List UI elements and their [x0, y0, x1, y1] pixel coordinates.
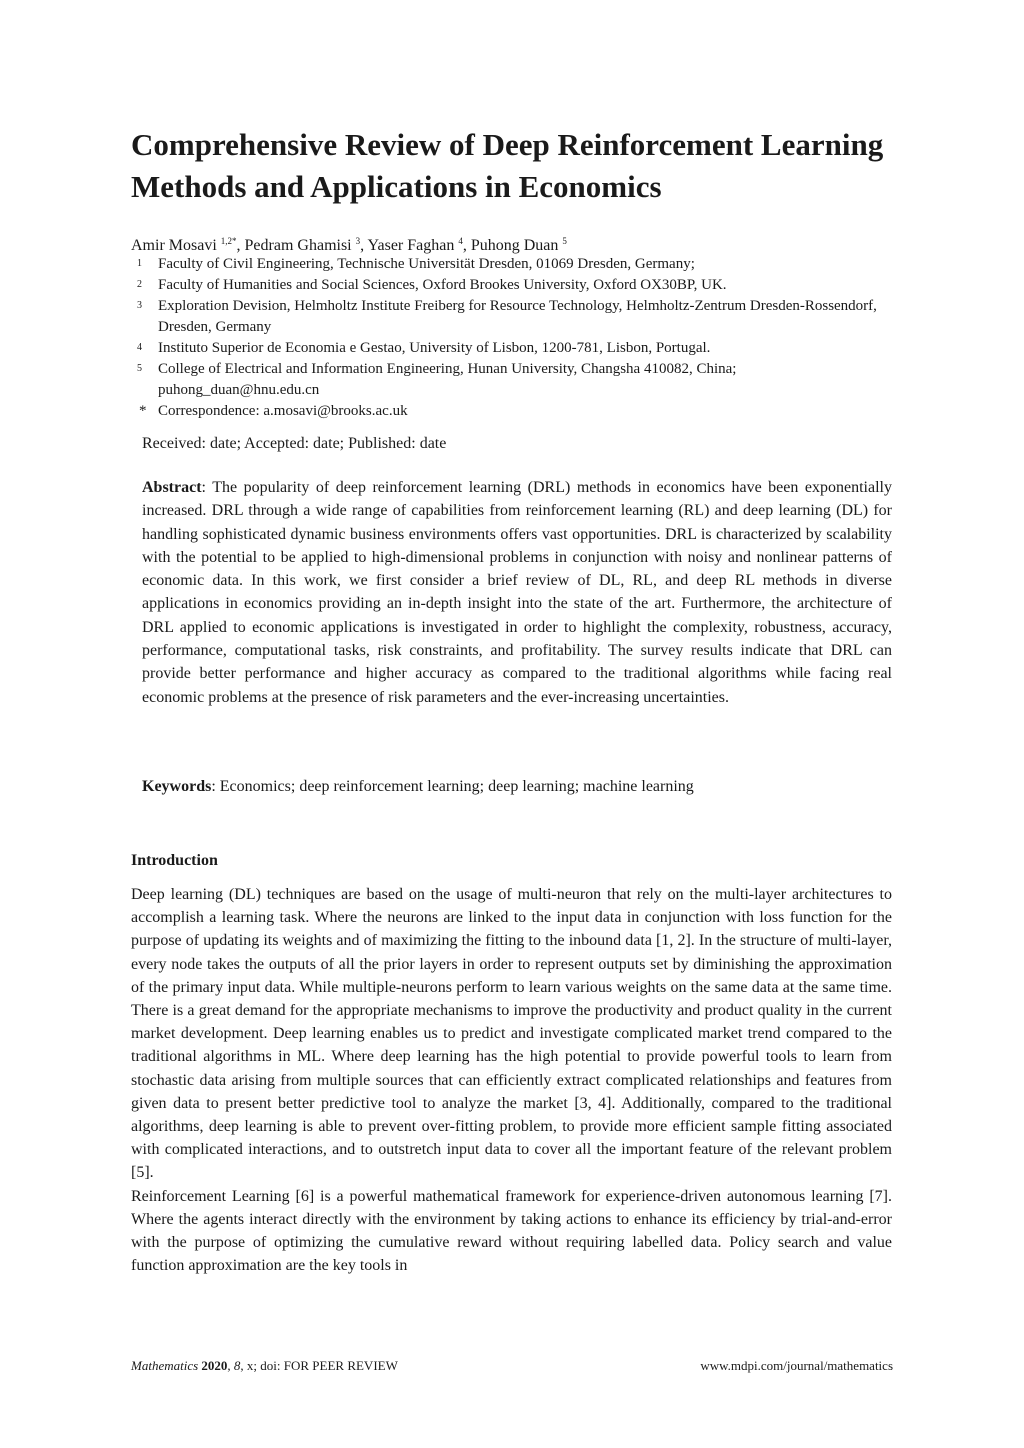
footer-citation: Mathematics 2020, 8, x; doi: FOR PEER REVIEW: [131, 1358, 398, 1373]
introduction-body: [131, 883, 892, 1277]
affiliation: 3 Exploration Devision, Helmholtz Institute Freiberg for Resource Technology, Helmholtz-Zentrum Dresden-Rossendorf, Dresden, Germany: [137, 298, 877, 335]
author-list: [131, 230, 911, 257]
section-heading-introduction: Introduction: [131, 852, 218, 869]
footer-journal-url[interactable]: www.mdpi.com/journal/mathematics: [700, 1358, 893, 1373]
keywords-text: : Economics; deep reinforcement learning; deep learning; machine learning: [211, 778, 694, 795]
paper-title: Comprehensive Review of Deep Reinforcement Learning Methods and Applications in Economics: [131, 127, 884, 204]
paragraph: Reinforcement Learning [6] is a powerful mathematical framework for experience-driven autonomous learning [7]. Where the agents interact directly with the environment by taking actions to enhance its efficiency by trial-and-error with the purpose of optimizing the cumulative reward without requiring labelled data. Policy search and value function approximation are the key tools in: [131, 1187, 892, 1275]
keywords-label: Keywords: [142, 778, 212, 795]
correspondence: * Correspondence: a.mosavi@brooks.ac.uk: [139, 403, 408, 419]
abstract: [142, 476, 892, 709]
author: Yaser Faghan $^4$,: [367, 236, 471, 254]
author: Amir Mosavi $^{1,2*}$,: [131, 236, 245, 254]
publication-dates: Received: date; Accepted: date; Published: date: [142, 435, 447, 452]
affiliation: 5 College of Electrical and Information Engineering, Hunan University, Changsha 410082, China; puhong_duan@hnu.edu.cn: [137, 361, 737, 398]
abstract-label: Abstract: [142, 479, 202, 496]
affiliation: 1 Faculty of Civil Engineering, Technische Universität Dresden, 01069 Dresden, Germany;: [137, 256, 695, 272]
paragraph: Deep learning (DL) techniques are based on the usage of multi-neuron that rely on the multi-layer architectures to accomplish a learning task. Where the neurons are linked to the input data in conjunction with loss function for the purpose of updating its weights and of maximizing the fitting to the inbound data [1, 2]. In the structure of multi-layer, every node takes the outputs of all the prior layers in order to represent outputs set by diminishing the approximation of the primary input data. While multiple-neurons perform to learn various weights on the same data at the same time. There is a great demand for the appropriate mechanisms to improve the productivity and product quality in the current market development. Deep learning enables us to predict and investigate complicated market trend compared to the traditional algorithms in ML. Where deep learning has the high potential to provide powerful tools to learn from stochastic data arising from multiple sources that can efficiently extract complicated relationships and features from given data to present better predictive tool to analyze the market [3, 4]. Additionally, compared to the traditional algorithms, deep learning is able to prevent over-fitting problem, to provide more efficient sample fitting associated with complicated interactions, and to outstretch input data to cover all the important feature of the relevant problem [5].: [131, 886, 892, 1182]
author: Puhong Duan $^5$: [470, 236, 567, 254]
author: Pedram Ghamisi $^3$,: [244, 236, 368, 254]
abstract-text: : The popularity of deep reinforcement learning (DRL) methods in economics have been exponentially increased. DRL through a wide range of capabilities from reinforcement learning (RL) and deep learning (DL) for handling sophisticated dynamic business environments offers vast opportunities. DRL is characterized by scalability with the potential to be applied to high-dimensional problems in conjunction with noisy and nonlinear patterns of economic data. In this work, we first consider a brief review of DL, RL, and deep RL methods in diverse applications in economics providing an in-depth insight into the state of the art. Furthermore, the architecture of DRL applied to economic applications is investigated in order to highlight the complexity, robustness, accuracy, performance, computational tasks, risk constraints, and profitability. The survey results indicate that DRL can provide better performance and higher accuracy as compared to the traditional algorithms while facing real economic problems at the presence of risk parameters and the ever-increasing uncertainties.: [142, 479, 892, 706]
affiliation: 4 Instituto Superior de Economia e Gestao, University of Lisbon, 1200-781, Lisbon, Portugal.: [137, 340, 711, 356]
keywords: [142, 776, 892, 798]
affiliation-list: [131, 254, 891, 422]
affiliation: 2 Faculty of Humanities and Social Sciences, Oxford Brookes University, Oxford OX30BP, UK.: [137, 277, 727, 293]
